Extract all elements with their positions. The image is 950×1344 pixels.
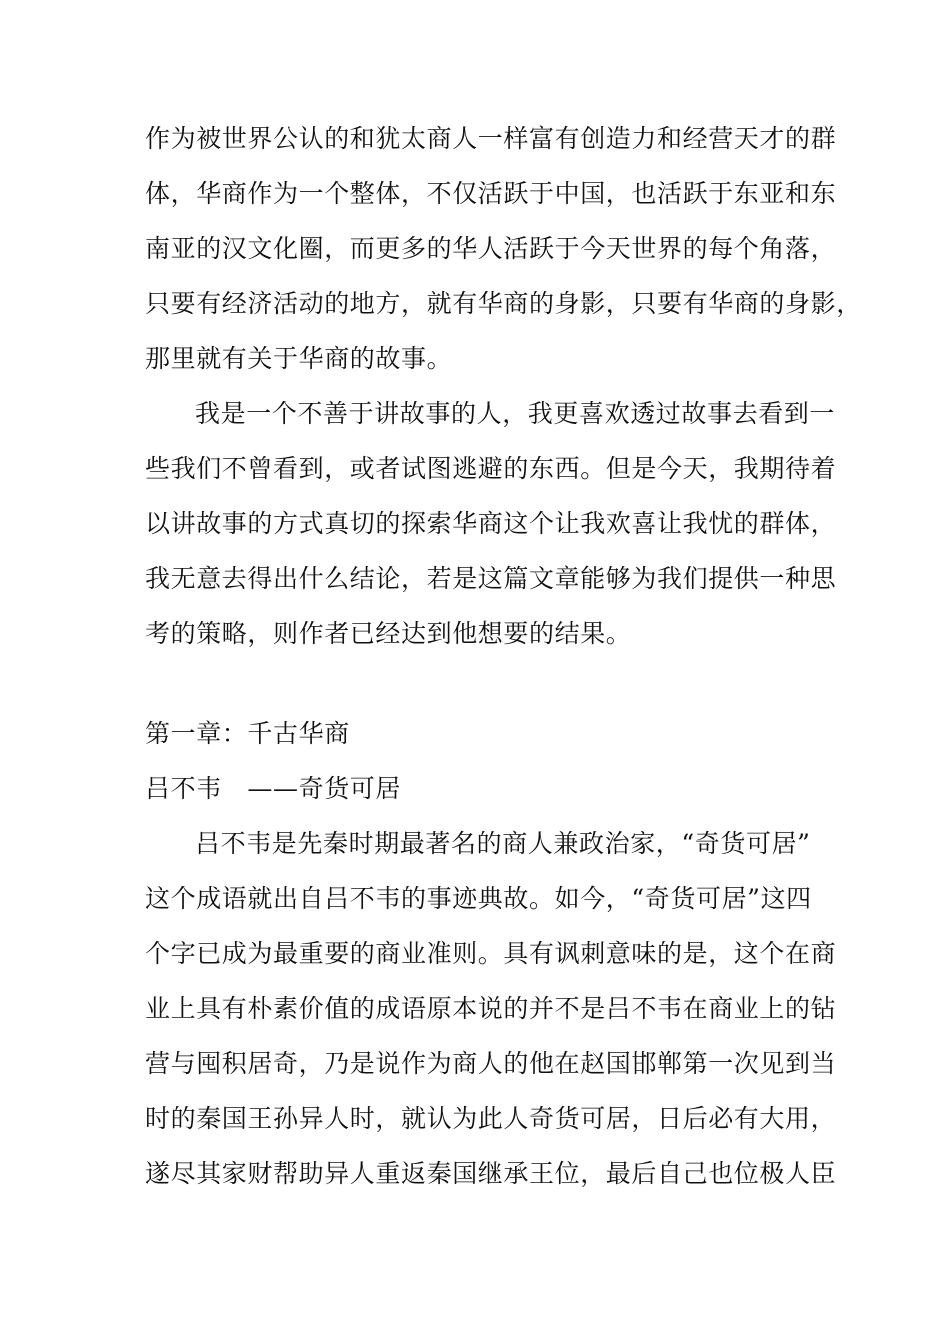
paragraph-line: 个字已成为最重要的商业准则。具有讽刺意味的是，这个在商	[145, 939, 837, 968]
paragraph-line: 只要有经济活动的地方，就有华商的身影，只要有华商的身影，	[145, 289, 862, 318]
paragraph-line: 南亚的汉文化圈，而更多的华人活跃于今天世界的每个角落，	[145, 234, 837, 263]
paragraph-line: 营与囤积居奇，乃是说作为商人的他在赵国邯郸第一次见到当	[145, 1049, 837, 1078]
paragraph-line: 以讲故事的方式真切的探索华商这个让我欢喜让我忧的群体，	[145, 509, 837, 538]
chapter-title: 第一章：千古华商	[145, 719, 350, 748]
paragraph-line: 些我们不曾看到，或者试图逃避的东西。但是今天，我期待着	[145, 454, 837, 483]
paragraph-line: 考的策略，则作者已经达到他想要的结果。	[145, 619, 632, 648]
paragraph-line: 吕不韦是先秦时期最著名的商人兼政治家，“奇货可居”	[195, 829, 811, 858]
paragraph-line: 时的秦国王孙异人时，就认为此人奇货可居，日后必有大用，	[145, 1104, 837, 1133]
paragraph-line: 作为被世界公认的和犹太商人一样富有创造力和经营天才的群	[145, 124, 837, 153]
paragraph-line: 业上具有朴素价值的成语原本说的并不是吕不韦在商业上的钻	[145, 994, 837, 1023]
paragraph-line: 我是一个不善于讲故事的人，我更喜欢透过故事去看到一	[195, 399, 836, 428]
section-title: 吕不韦 ——奇货可居	[145, 774, 402, 803]
paragraph-line: 体，华商作为一个整体，不仅活跃于中国，也活跃于东亚和东	[145, 179, 837, 208]
paragraph-line: 遂尽其家财帮助异人重返秦国继承王位，最后自己也位极人臣	[145, 1159, 837, 1188]
paragraph-line: 这个成语就出自吕不韦的事迹典故。如今，“奇货可居”这四	[145, 884, 812, 913]
paragraph-line: 我无意去得出什么结论，若是这篇文章能够为我们提供一种思	[145, 564, 837, 593]
paragraph-line: 那里就有关于华商的故事。	[145, 344, 453, 373]
